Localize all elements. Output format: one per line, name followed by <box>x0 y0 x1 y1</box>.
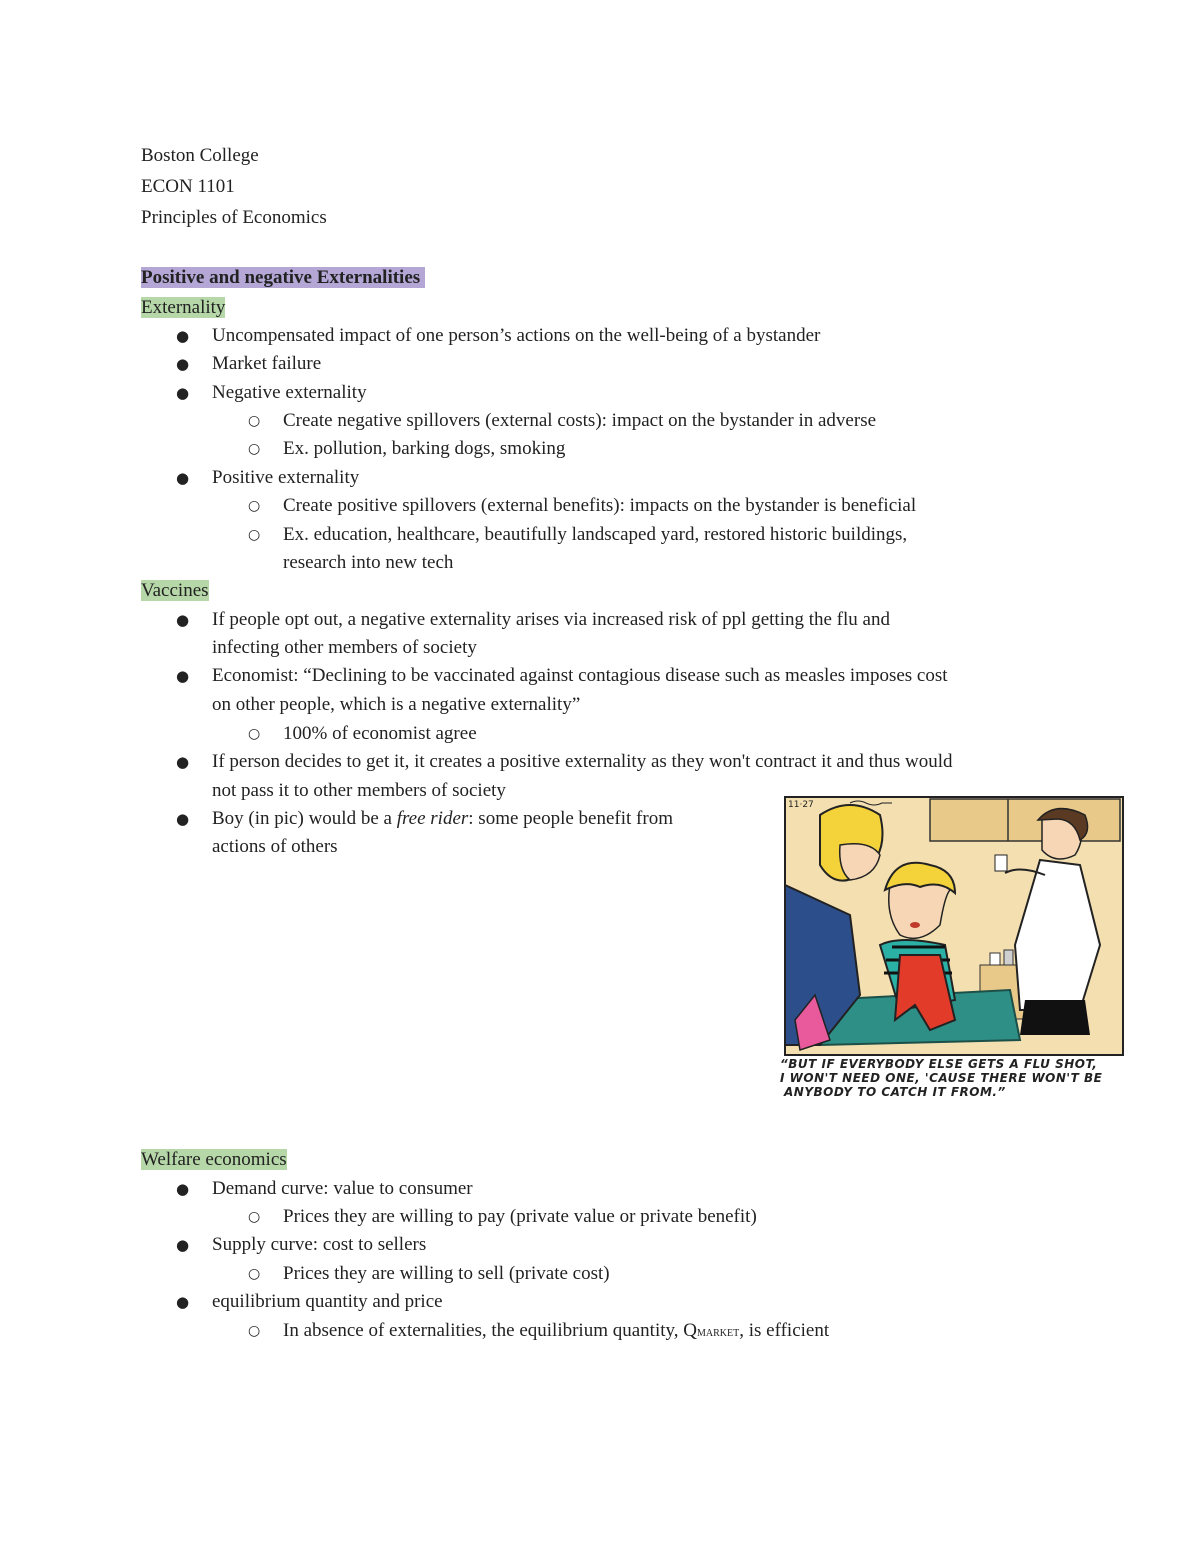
list-item-text: Boy (in pic) would be a <box>212 808 397 829</box>
cartoon-caption-line-1: “BUT IF EVERYBODY ELSE GETS A FLU SHOT, <box>780 1057 1098 1071</box>
cartoon-image <box>780 795 1125 1099</box>
sub-list-item: Create positive spillovers (external benefits): impacts on the bystander is beneficial <box>283 495 917 516</box>
q-market-subscript: market <box>697 1325 740 1340</box>
subheading-welfare-text: Welfare economics <box>141 1149 287 1170</box>
header-course-code: ECON 1101 <box>141 176 235 197</box>
sub-list-item-text: , is efficient <box>739 1320 830 1341</box>
free-rider-term: free rider <box>396 808 469 829</box>
sub-list-item-text: In absence of externalities, the equilibrium quantity, Q <box>283 1320 698 1341</box>
subheading-welfare-economics <box>141 1147 287 1173</box>
subheading-vaccines <box>141 578 209 604</box>
sub-bullet-icon: ○ <box>248 1209 261 1225</box>
list-item: equilibrium quantity and price <box>212 1291 443 1312</box>
bullet-icon: ● <box>176 384 190 402</box>
list-item: Supply curve: cost to sellers <box>212 1234 427 1255</box>
header-course-title: Principles of Economics <box>141 207 327 228</box>
cartoon-caption-line-2: I WON'T NEED ONE, 'CAUSE THERE WON'T BE <box>780 1071 1103 1085</box>
bullet-icon: ● <box>176 810 190 828</box>
subheading-vaccines-text: Vaccines <box>141 580 209 601</box>
bullet-icon: ● <box>176 667 190 685</box>
list-item-continued: infecting other members of society <box>212 637 477 658</box>
list-item-continued: not pass it to other members of society <box>212 780 506 801</box>
sub-bullet-icon: ○ <box>248 413 261 429</box>
sub-list-item: Prices they are willing to pay (private value or private benefit) <box>283 1206 757 1227</box>
cartoon-caption-line-3: ANYBODY TO CATCH IT FROM.” <box>784 1085 1006 1099</box>
bullet-icon: ● <box>176 611 190 629</box>
list-item: If person decides to get it, it creates a positive externality as they won't contract it and thus would <box>212 751 953 772</box>
list-item: Positive externality <box>212 467 360 488</box>
bullet-icon: ● <box>176 469 190 487</box>
list-item-text: : some people benefit from <box>468 808 673 829</box>
list-item: If people opt out, a negative externality arises via increased risk of ppl getting the flu and <box>212 609 890 630</box>
sub-list-item: Create negative spillovers (external costs): impact on the bystander in adverse <box>283 410 877 431</box>
subheading-externality-text: Externality <box>141 297 226 318</box>
cartoon-date: 11·27 <box>788 800 814 810</box>
list-item <box>212 806 673 832</box>
sub-list-item: 100% of economist agree <box>283 723 477 744</box>
list-item: Uncompensated impact of one person’s actions on the well-being of a bystander <box>212 325 821 346</box>
sub-bullet-icon: ○ <box>248 498 261 514</box>
list-item-continued: on other people, which is a negative externality” <box>212 694 581 715</box>
header-institution: Boston College <box>141 145 259 166</box>
list-item: Negative externality <box>212 382 367 403</box>
list-item: Market failure <box>212 353 322 374</box>
sub-list-item: Prices they are willing to sell (private cost) <box>283 1263 610 1284</box>
sub-list-item <box>283 1318 829 1346</box>
sub-bullet-icon: ○ <box>248 1323 261 1339</box>
sub-bullet-icon: ○ <box>248 441 261 457</box>
sub-bullet-icon: ○ <box>248 1266 261 1282</box>
sub-list-item-continued: research into new tech <box>283 552 454 573</box>
list-item-continued: actions of others <box>212 836 338 857</box>
bullet-icon: ● <box>176 1293 190 1311</box>
subheading-externality <box>141 295 225 321</box>
sub-list-item: Ex. pollution, barking dogs, smoking <box>283 438 566 459</box>
list-item: Economist: “Declining to be vaccinated against contagious disease such as measles imposes cost <box>212 665 948 686</box>
bullet-icon: ● <box>176 327 190 345</box>
sub-bullet-icon: ○ <box>248 726 261 742</box>
bullet-icon: ● <box>176 355 190 373</box>
section-title-text: Positive and negative Externalities <box>141 267 421 288</box>
list-item: Demand curve: value to consumer <box>212 1178 473 1199</box>
sub-list-item: Ex. education, healthcare, beautifully landscaped yard, restored historic buildings, <box>283 524 908 545</box>
section-title-externalities <box>141 265 425 291</box>
bullet-icon: ● <box>176 1180 190 1198</box>
bullet-icon: ● <box>176 1236 190 1254</box>
bullet-icon: ● <box>176 753 190 771</box>
cartoon-illustration <box>780 795 1125 1057</box>
sub-bullet-icon: ○ <box>248 527 261 543</box>
